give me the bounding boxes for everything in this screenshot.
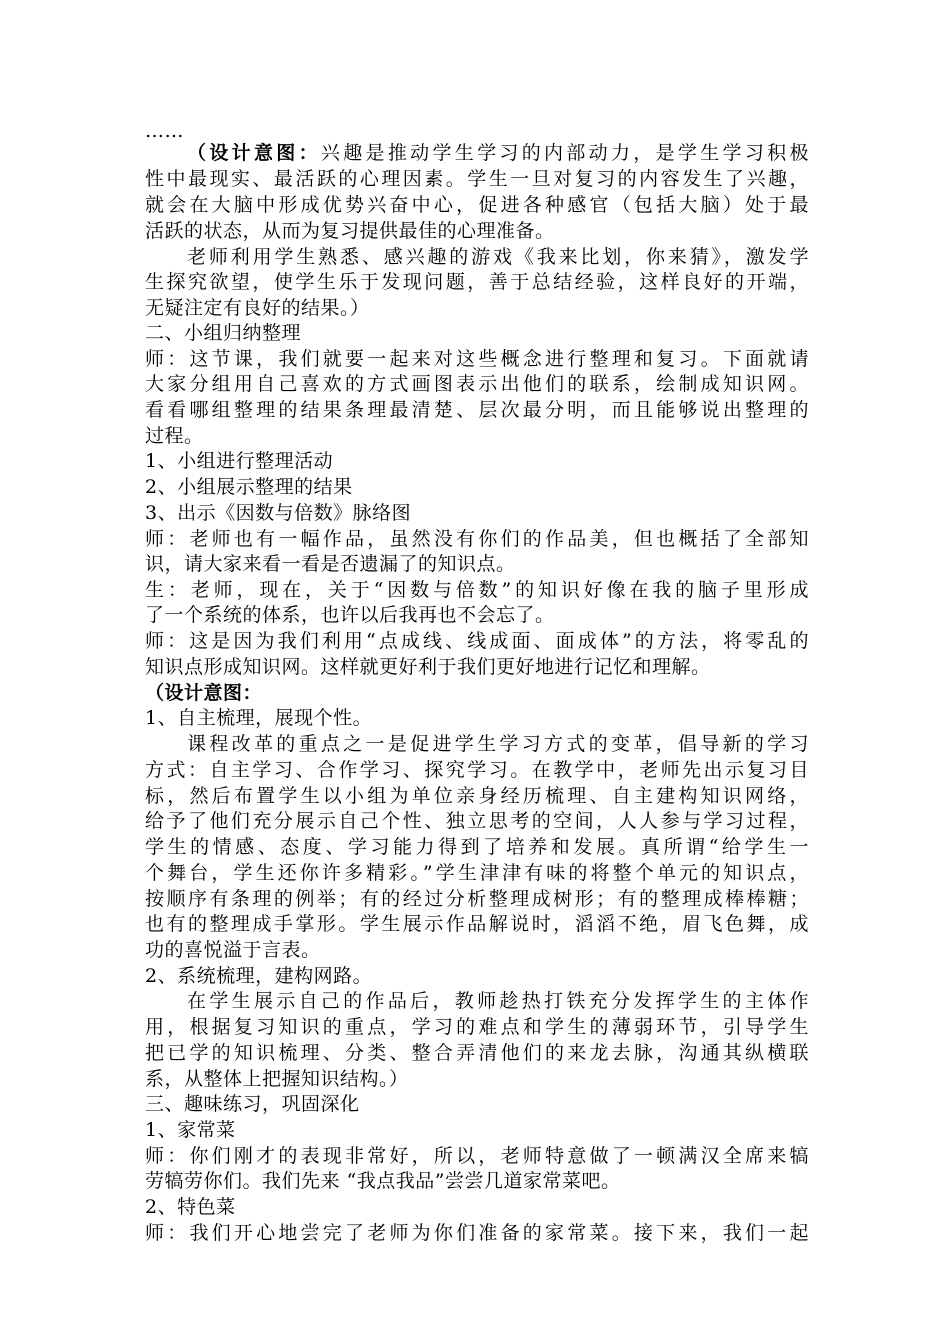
text-line-8: 二、小组归纳整理	[145, 322, 302, 344]
text-line-13: 1、小组进行整理活动	[145, 450, 334, 472]
text-line-6: 生探究欲望，使学生乐于发现问题，善于总结经验，这样良好的开端，	[145, 271, 809, 293]
text-line-9: 师：这节课，我们就要一起来对这些概念进行整理和复习。下面就请	[145, 348, 809, 370]
text-line-35: 用，根据复习知识的重点，学习的难点和学生的薄弱环节，引导学生	[145, 1016, 809, 1038]
text-line-41: 劳犒劳你们。我们先来 “我点我品”尝尝几道家常菜吧。	[145, 1170, 621, 1192]
text-line-0: ……	[145, 120, 184, 142]
text-line-21: 知识点形成知识网。这样就更好利于我们更好地进行记忆和理解。	[145, 656, 711, 678]
text-line-26: 标，然后布置学生以小组为单位亲身经历梳理、自主建构知识网络，	[145, 785, 809, 807]
text-line-43: 师：我们开心地尝完了老师为你们准备的家常菜。接下来，我们一起	[145, 1222, 809, 1244]
text-line-32: 功的喜悦溢于言表。	[145, 939, 321, 961]
text-line-28: 学生的情感、态度、学习能力得到了培养和发展。真所谓“给学生一	[145, 836, 809, 858]
text-line-22: （设计意图：	[145, 682, 263, 704]
text-line-39: 1、家常菜	[145, 1119, 236, 1141]
text-line-33: 2、系统梳理，建构网路。	[145, 965, 373, 987]
design-intent-label: （设计意图：	[187, 142, 321, 164]
text-line-17: 识，请大家来看一看是否遗漏了的知识点。	[145, 553, 516, 575]
text-line-12: 过程。	[145, 425, 204, 447]
text-line-7: 无疑注定有良好的结果。）	[145, 297, 370, 319]
text-line-30: 按顺序有条理的例举；有的经过分析整理成树形；有的整理成棒棒糖；	[145, 888, 809, 910]
text-line-18: 生：老师，现在，关于“因数与倍数”的知识好像在我的脑子里形成	[145, 579, 809, 601]
text-line-42: 2、特色菜	[145, 1196, 236, 1218]
text-line-4: 活跃的状态，从而为复习提供最佳的心理准备。	[145, 220, 555, 242]
text-line-31: 也有的整理成手掌形。学生展示作品解说时，滔滔不绝，眉飞色舞，成	[145, 913, 809, 935]
text-line-2: 性中最现实、最活跃的心理因素。学生一旦对复习的内容发生了兴趣，	[145, 168, 809, 190]
text-line-38: 三、趣味练习，巩固深化	[145, 1093, 360, 1115]
text-line-27: 给予了他们充分展示自己个性、独立思考的空间，人人参与学习过程，	[145, 810, 809, 832]
text-line-15: 3、出示《因数与倍数》脉络图	[145, 502, 412, 524]
text-line-40: 师：你们刚才的表现非常好，所以，老师特意做了一顿满汉全席来犒	[145, 1145, 809, 1167]
text-line-37: 系，从整体上把握知识结构。）	[145, 1068, 409, 1090]
text-line-24: 课程改革的重点之一是促进学生学习方式的变革，倡导新的学习	[187, 733, 809, 755]
text-line-36: 把已学的知识梳理、分类、整合弄清他们的来龙去脉，沟通其纵横联	[145, 1042, 809, 1064]
text-line-29: 个舞台，学生还你许多精彩。”学生津津有味的将整个单元的知识点，	[145, 862, 809, 884]
text-line-19: 了一个系统的体系，也许以后我再也不会忘了。	[145, 604, 555, 626]
text-line-10: 大家分组用自己喜欢的方式画图表示出他们的联系，绘制成知识网。	[145, 373, 809, 395]
text-line-16: 师：老师也有一幅作品，虽然没有你们的作品美，但也概括了全部知	[145, 528, 809, 550]
text-line-14: 2、小组展示整理的结果	[145, 476, 353, 498]
text-line-1	[187, 140, 809, 166]
text-line-34: 在学生展示自己的作品后，教师趁热打铁充分发挥学生的主体作	[187, 990, 809, 1012]
text-line-23: 1、自主梳理，展现个性。	[145, 707, 373, 729]
text-line-5: 老师利用学生熟悉、感兴趣的游戏《我来比划，你来猜》，激发学	[187, 246, 809, 268]
text-line-11: 看看哪组整理的结果条理最清楚、层次最分明，而且能够说出整理的	[145, 399, 809, 421]
text-segment: 兴趣是推动学生学习的内部动力，是学生学习积极	[320, 142, 809, 164]
text-line-3: 就会在大脑中形成优势兴奋中心，促进各种感官（包括大脑）处于最	[145, 194, 809, 216]
text-line-20: 师：这是因为我们利用“点成线、线成面、面成体”的方法，将零乱的	[145, 630, 809, 652]
text-line-25: 方式：自主学习、合作学习、探究学习。在教学中，老师先出示复习目	[145, 759, 809, 781]
